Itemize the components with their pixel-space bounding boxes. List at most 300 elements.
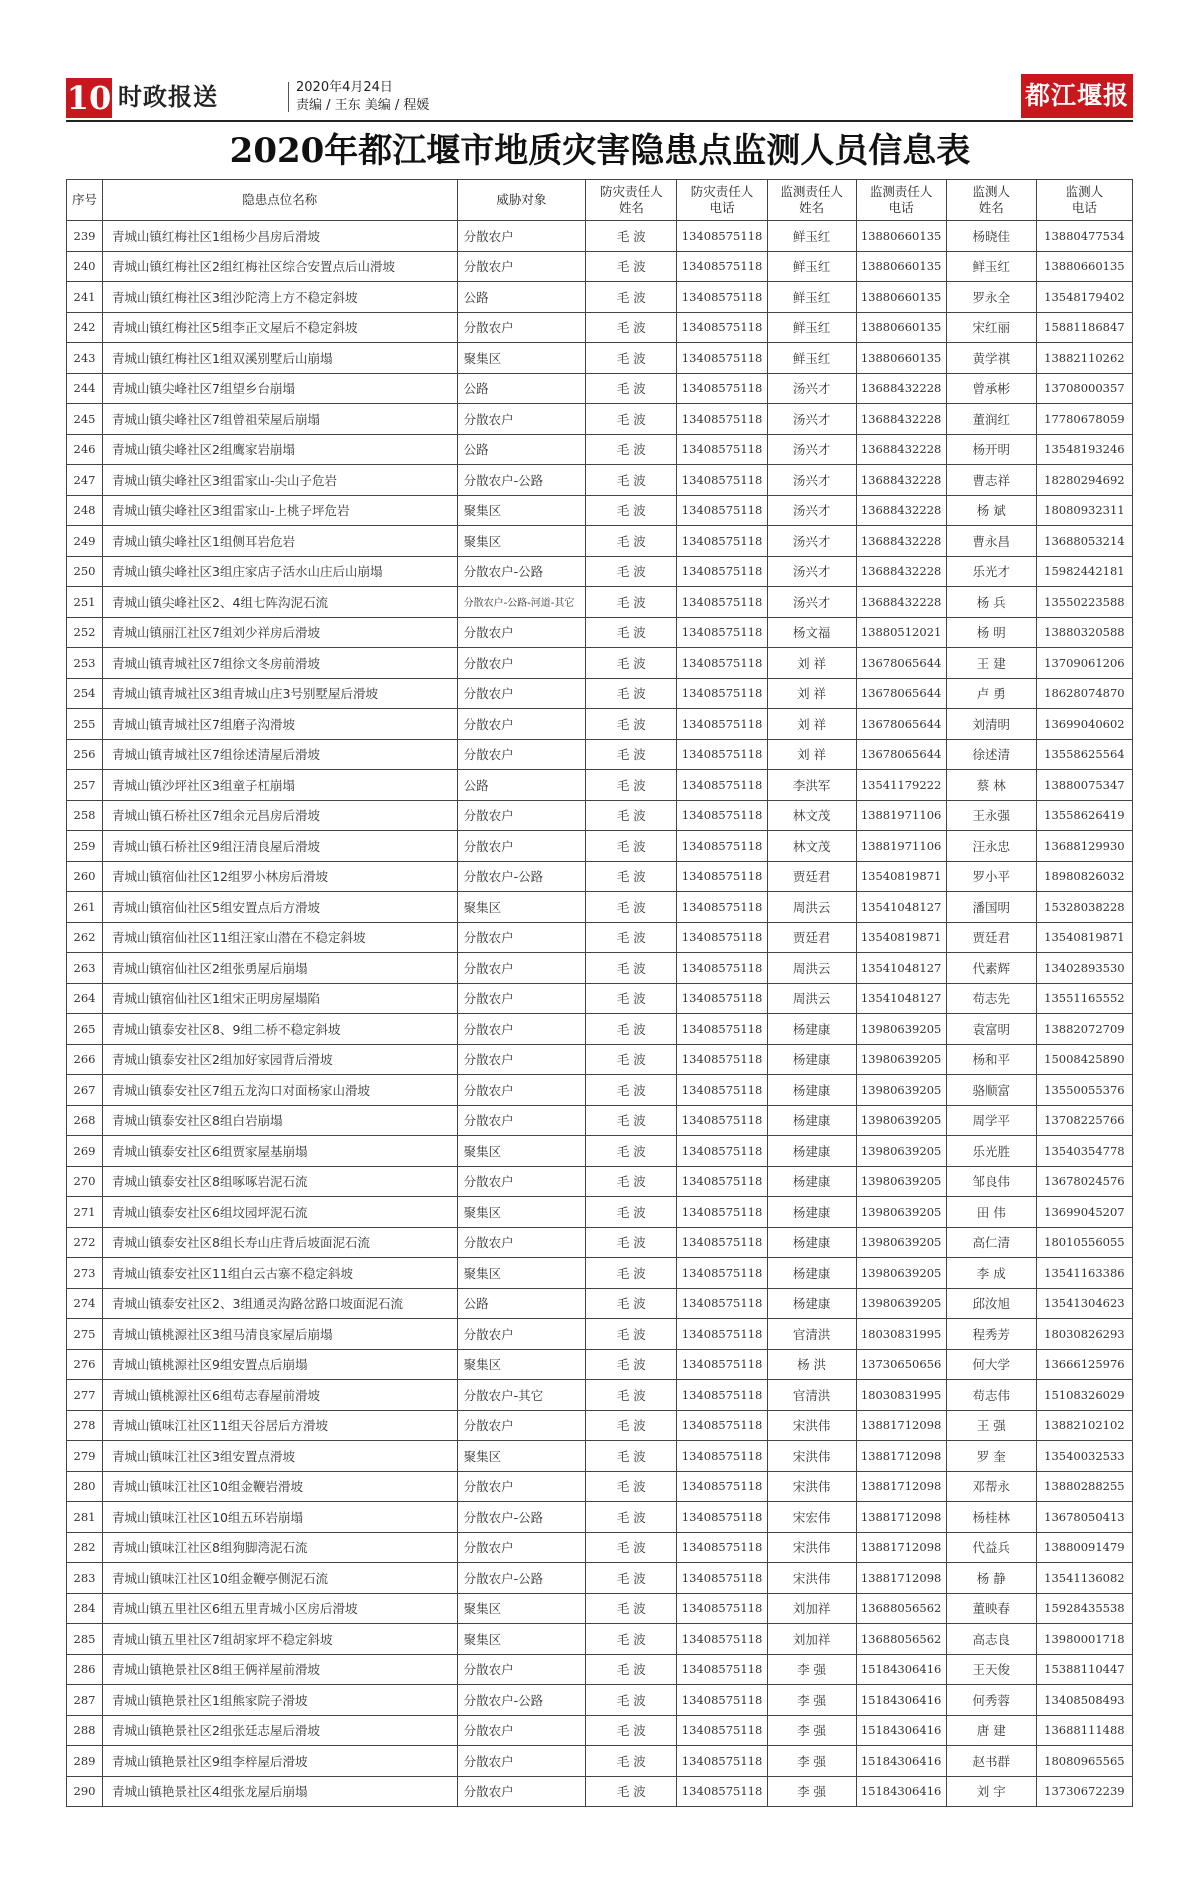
seq-cell: 274 [67,1288,103,1319]
masthead-divider [288,82,289,112]
prevention-name-cell: 毛 波 [586,1380,677,1411]
monitor-lead-phone-cell: 13688432228 [856,404,946,435]
threat-cell: 分散农户 [457,404,586,435]
monitor-lead-name-cell: 刘 祥 [767,739,856,770]
monitor-name-cell: 王 强 [946,1410,1036,1441]
table-row [67,556,1133,587]
prevention-phone-cell: 13408575118 [677,221,767,252]
monitor-name-cell: 杨桂林 [946,1502,1036,1533]
seq-cell: 247 [67,465,103,496]
threat-cell: 分散农户 [457,1410,586,1441]
prevention-phone-cell: 13408575118 [677,1410,767,1441]
seq-cell: 251 [67,587,103,618]
monitor-lead-name-cell: 刘 祥 [767,709,856,740]
table-row [67,1349,1133,1380]
monitor-name-cell: 杨 明 [946,617,1036,648]
monitor-lead-phone-cell: 15184306416 [856,1685,946,1716]
prevention-name-cell: 毛 波 [586,709,677,740]
prevention-name-cell: 毛 波 [586,678,677,709]
monitor-lead-name-cell: 贾廷君 [767,861,856,892]
prevention-name-cell: 毛 波 [586,1593,677,1624]
seq-cell: 250 [67,556,103,587]
monitor-phone-cell: 13880660135 [1036,251,1132,282]
prevention-phone-cell: 13408575118 [677,526,767,557]
monitor-lead-phone-cell: 13880660135 [856,312,946,343]
threat-cell: 分散农户 [457,1532,586,1563]
monitor-name-cell: 田 伟 [946,1197,1036,1228]
prevention-phone-cell: 13408575118 [677,1624,767,1655]
monitor-name-cell: 鲜玉红 [946,251,1036,282]
monitor-name-cell: 杨开明 [946,434,1036,465]
monitor-phone-cell: 13402893530 [1036,953,1132,984]
monitor-lead-name-cell: 杨建康 [767,1044,856,1075]
threat-cell: 分散农户 [457,1776,586,1807]
monitor-name-cell: 杨 静 [946,1563,1036,1594]
prevention-phone-cell: 13408575118 [677,1502,767,1533]
prevention-phone-cell: 13408575118 [677,983,767,1014]
table-row [67,1654,1133,1685]
monitor-name-cell: 李 成 [946,1258,1036,1289]
location-cell: 青城山镇尖峰社区2、4组七阵沟泥石流 [103,587,458,618]
table-row [67,404,1133,435]
monitor-lead-name-cell: 杨文福 [767,617,856,648]
prevention-name-cell: 毛 波 [586,1624,677,1655]
prevention-phone-cell: 13408575118 [677,1380,767,1411]
threat-cell: 分散农户 [457,983,586,1014]
prevention-phone-cell: 13408575118 [677,1532,767,1563]
monitor-lead-name-cell: 刘加祥 [767,1624,856,1655]
seq-cell: 284 [67,1593,103,1624]
monitor-lead-name-cell: 李 强 [767,1715,856,1746]
location-cell: 青城山镇红梅社区3组沙陀湾上方不稳定斜坡 [103,282,458,313]
monitor-lead-name-cell: 李 强 [767,1685,856,1716]
prevention-name-cell: 毛 波 [586,526,677,557]
prevention-phone-cell: 13408575118 [677,922,767,953]
monitor-phone-cell: 13540032533 [1036,1441,1132,1472]
prevention-name-cell: 毛 波 [586,251,677,282]
location-cell: 青城山镇泰安社区6组坟园坪泥石流 [103,1197,458,1228]
threat-cell: 分散农户 [457,709,586,740]
prevention-phone-cell: 13408575118 [677,373,767,404]
location-cell: 青城山镇红梅社区1组双溪别墅后山崩塌 [103,343,458,374]
threat-cell: 聚集区 [457,892,586,923]
col-prevention-name-header [586,180,677,221]
seq-cell: 245 [67,404,103,435]
seq-cell: 265 [67,1014,103,1045]
seq-cell: 249 [67,526,103,557]
table-row [67,282,1133,313]
threat-cell: 分散农户-其它 [457,1380,586,1411]
table-row [67,526,1133,557]
header-line: 姓名 [799,200,825,215]
seq-cell: 289 [67,1746,103,1777]
threat-cell: 聚集区 [457,526,586,557]
table-row [67,1227,1133,1258]
monitor-lead-name-cell: 宋洪伟 [767,1471,856,1502]
monitor-phone-cell: 18980826032 [1036,861,1132,892]
monitor-name-cell: 程秀芳 [946,1319,1036,1350]
seq-cell: 270 [67,1166,103,1197]
monitor-phone-cell: 13688053214 [1036,526,1132,557]
location-cell: 青城山镇青城社区7组徐述清屋后滑坡 [103,739,458,770]
monitor-phone-cell: 13980001718 [1036,1624,1132,1655]
threat-cell: 公路 [457,373,586,404]
monitor-phone-cell: 13558625564 [1036,739,1132,770]
threat-cell: 聚集区 [457,1624,586,1655]
table-row [67,1044,1133,1075]
monitor-name-cell: 贾廷君 [946,922,1036,953]
table-row [67,983,1133,1014]
monitor-lead-phone-cell: 13678065644 [856,739,946,770]
threat-cell: 公路 [457,282,586,313]
monitor-phone-cell: 13880477534 [1036,221,1132,252]
monitor-lead-phone-cell: 13688432228 [856,587,946,618]
table-row [67,587,1133,618]
location-cell: 青城山镇泰安社区6组贾家屋基崩塌 [103,1136,458,1167]
monitor-name-cell: 王 建 [946,648,1036,679]
seq-cell: 267 [67,1075,103,1106]
seq-cell: 256 [67,739,103,770]
threat-cell: 分散农户-公路 [457,861,586,892]
prevention-name-cell: 毛 波 [586,922,677,953]
monitor-lead-name-cell: 汤兴才 [767,526,856,557]
monitor-lead-name-cell: 李洪军 [767,770,856,801]
location-cell: 青城山镇石桥社区9组汪清良屋后滑坡 [103,831,458,862]
table-row [67,892,1133,923]
monitor-name-cell: 汪永忠 [946,831,1036,862]
location-cell: 青城山镇尖峰社区3组庄家店子活水山庄后山崩塌 [103,556,458,587]
table-row [67,1380,1133,1411]
prevention-name-cell: 毛 波 [586,1075,677,1106]
newspaper-logo: 都江堰报 [1021,74,1133,118]
seq-cell: 239 [67,221,103,252]
table-row [67,648,1133,679]
prevention-name-cell: 毛 波 [586,739,677,770]
monitor-phone-cell: 13540819871 [1036,922,1132,953]
table-row [67,1288,1133,1319]
monitor-name-cell: 董润红 [946,404,1036,435]
monitor-lead-name-cell: 汤兴才 [767,556,856,587]
monitor-lead-phone-cell: 13881712098 [856,1410,946,1441]
monitor-name-cell: 邱汝旭 [946,1288,1036,1319]
location-cell: 青城山镇青城社区7组磨子沟滑坡 [103,709,458,740]
header-line: 监测责任人 [780,184,843,199]
table-row [67,617,1133,648]
monitor-phone-cell: 13699045207 [1036,1197,1132,1228]
table-row [67,434,1133,465]
prevention-phone-cell: 13408575118 [677,1593,767,1624]
prevention-name-cell: 毛 波 [586,892,677,923]
prevention-name-cell: 毛 波 [586,1319,677,1350]
monitor-lead-phone-cell: 13880660135 [856,282,946,313]
monitor-phone-cell: 13880320588 [1036,617,1132,648]
prevention-phone-cell: 13408575118 [677,770,767,801]
location-cell: 青城山镇味江社区10组金鞭亭侧泥石流 [103,1563,458,1594]
prevention-phone-cell: 13408575118 [677,1075,767,1106]
table-row [67,1075,1133,1106]
prevention-phone-cell: 13408575118 [677,465,767,496]
monitor-name-cell: 董映春 [946,1593,1036,1624]
threat-cell: 公路 [457,434,586,465]
seq-cell: 258 [67,800,103,831]
seq-cell: 261 [67,892,103,923]
prevention-phone-cell: 13408575118 [677,587,767,618]
prevention-name-cell: 毛 波 [586,1014,677,1045]
monitor-name-cell: 杨晓佳 [946,221,1036,252]
monitor-name-cell: 乐光才 [946,556,1036,587]
monitor-phone-cell: 13882110262 [1036,343,1132,374]
seq-cell: 283 [67,1563,103,1594]
prevention-phone-cell: 13408575118 [677,343,767,374]
table-row [67,1471,1133,1502]
monitor-lead-phone-cell: 13980639205 [856,1075,946,1106]
monitor-phone-cell: 13709061206 [1036,648,1132,679]
monitor-name-cell: 卢 勇 [946,678,1036,709]
prevention-name-cell: 毛 波 [586,1410,677,1441]
monitor-phone-cell: 13708225766 [1036,1105,1132,1136]
monitor-lead-phone-cell: 13688432228 [856,526,946,557]
monitor-lead-phone-cell: 13980639205 [856,1014,946,1045]
monitor-lead-name-cell: 刘加祥 [767,1593,856,1624]
editors-credit: 责编 / 王东 美编 / 程媛 [296,98,430,113]
threat-cell: 分散农户 [457,1166,586,1197]
seq-cell: 262 [67,922,103,953]
location-cell: 青城山镇石桥社区7组余元昌房后滑坡 [103,800,458,831]
threat-cell: 分散农户 [457,251,586,282]
monitor-phone-cell: 13880288255 [1036,1471,1132,1502]
prevention-phone-cell: 13408575118 [677,1685,767,1716]
prevention-name-cell: 毛 波 [586,983,677,1014]
monitor-lead-phone-cell: 13980639205 [856,1136,946,1167]
table-row [67,1685,1133,1716]
seq-cell: 260 [67,861,103,892]
prevention-phone-cell: 13408575118 [677,1014,767,1045]
monitor-phone-cell: 17780678059 [1036,404,1132,435]
table-row [67,1441,1133,1472]
monitor-lead-phone-cell: 13881712098 [856,1441,946,1472]
monitor-lead-phone-cell: 13980639205 [856,1166,946,1197]
prevention-phone-cell: 13408575118 [677,1197,767,1228]
prevention-name-cell: 毛 波 [586,221,677,252]
table-row [67,465,1133,496]
monitor-lead-name-cell: 宋洪伟 [767,1563,856,1594]
monitor-name-cell: 邓帮永 [946,1471,1036,1502]
monitor-phone-cell: 18280294692 [1036,465,1132,496]
table-body [67,221,1133,1807]
monitor-phone-cell: 13699040602 [1036,709,1132,740]
prevention-phone-cell: 13408575118 [677,1441,767,1472]
location-cell: 青城山镇泰安社区8组白岩崩塌 [103,1105,458,1136]
location-cell: 青城山镇宿仙社区12组罗小林房后滑坡 [103,861,458,892]
monitor-phone-cell: 13550055376 [1036,1075,1132,1106]
header-line: 隐患点位名称 [242,192,318,207]
location-cell: 青城山镇红梅社区2组红梅社区综合安置点后山滑坡 [103,251,458,282]
header-line: 姓名 [618,200,644,215]
monitor-lead-phone-cell: 18030831995 [856,1380,946,1411]
monitor-lead-phone-cell: 18030831995 [856,1319,946,1350]
monitor-lead-phone-cell: 13540819871 [856,861,946,892]
prevention-phone-cell: 13408575118 [677,434,767,465]
table-row [67,1593,1133,1624]
table-row [67,739,1133,770]
col-prevention-phone-header [677,180,767,221]
monitor-name-cell: 罗小平 [946,861,1036,892]
threat-cell: 分散农户-公路 [457,1563,586,1594]
monitor-lead-name-cell: 宋洪伟 [767,1410,856,1441]
seq-cell: 272 [67,1227,103,1258]
prevention-phone-cell: 13408575118 [677,1105,767,1136]
prevention-phone-cell: 13408575118 [677,739,767,770]
header-line: 电话 [709,200,735,215]
location-cell: 青城山镇尖峰社区7组望乡台崩塌 [103,373,458,404]
location-cell: 青城山镇泰安社区8组啄啄岩泥石流 [103,1166,458,1197]
monitor-phone-cell: 13408508493 [1036,1685,1132,1716]
header-line: 电话 [888,200,914,215]
monitor-name-cell: 代益兵 [946,1532,1036,1563]
monitor-phone-cell: 13550223588 [1036,587,1132,618]
prevention-name-cell: 毛 波 [586,1349,677,1380]
location-cell: 青城山镇宿仙社区1组宋正明房屋塌陷 [103,983,458,1014]
monitor-lead-phone-cell: 13688432228 [856,556,946,587]
prevention-phone-cell: 13408575118 [677,556,767,587]
table-row [67,312,1133,343]
monitor-phone-cell: 18628074870 [1036,678,1132,709]
monitor-lead-phone-cell: 13541048127 [856,983,946,1014]
monitor-lead-name-cell: 宋宏伟 [767,1502,856,1533]
seq-cell: 242 [67,312,103,343]
seq-cell: 241 [67,282,103,313]
monitor-name-cell: 乐光胜 [946,1136,1036,1167]
monitor-lead-phone-cell: 13980639205 [856,1044,946,1075]
monitor-lead-name-cell: 林文茂 [767,831,856,862]
location-cell: 青城山镇红梅社区1组杨少昌房后滑坡 [103,221,458,252]
monitor-lead-name-cell: 周洪云 [767,892,856,923]
prevention-name-cell: 毛 波 [586,1197,677,1228]
table-row [67,495,1133,526]
table-row [67,861,1133,892]
monitor-phone-cell: 15928435538 [1036,1593,1132,1624]
monitor-name-cell: 罗 奎 [946,1441,1036,1472]
seq-cell: 253 [67,648,103,679]
masthead-rule [66,120,1133,122]
monitor-phone-cell: 18030826293 [1036,1319,1132,1350]
prevention-phone-cell: 13408575118 [677,861,767,892]
threat-cell: 分散农户 [457,1105,586,1136]
prevention-phone-cell: 13408575118 [677,1258,767,1289]
threat-cell: 分散农户 [457,1044,586,1075]
section-name: 时政报送 [118,83,218,111]
prevention-phone-cell: 13408575118 [677,709,767,740]
prevention-name-cell: 毛 波 [586,1441,677,1472]
prevention-name-cell: 毛 波 [586,861,677,892]
threat-cell: 分散农户 [457,648,586,679]
seq-cell: 288 [67,1715,103,1746]
location-cell: 青城山镇泰安社区2、3组通灵沟路岔路口坡面泥石流 [103,1288,458,1319]
monitor-lead-phone-cell: 13688056562 [856,1624,946,1655]
header-line: 监测责任人 [869,184,933,199]
monitor-name-cell: 蔡 林 [946,770,1036,801]
seq-cell: 244 [67,373,103,404]
location-cell: 青城山镇泰安社区2组加好家园背后滑坡 [103,1044,458,1075]
monitor-phone-cell: 15388110447 [1036,1654,1132,1685]
location-cell: 青城山镇尖峰社区1组侧耳岩危岩 [103,526,458,557]
table-row [67,800,1133,831]
table-row [67,1197,1133,1228]
table-row [67,831,1133,862]
monitor-lead-name-cell: 杨建康 [767,1227,856,1258]
monitor-lead-name-cell: 李 强 [767,1654,856,1685]
threat-cell: 分散农户-公路 [457,465,586,496]
header-line: 序号 [72,192,98,207]
seq-cell: 252 [67,617,103,648]
monitor-phone-cell: 18080932311 [1036,495,1132,526]
monitor-lead-phone-cell: 13540819871 [856,922,946,953]
monitor-lead-name-cell: 杨建康 [767,1136,856,1167]
monitor-lead-name-cell: 宋洪伟 [767,1532,856,1563]
monitor-phone-cell: 13882072709 [1036,1014,1132,1045]
threat-cell: 聚集区 [457,1593,586,1624]
location-cell: 青城山镇宿仙社区2组张勇屋后崩塌 [103,953,458,984]
monitor-name-cell: 曾承彬 [946,373,1036,404]
monitor-phone-cell: 13882102102 [1036,1410,1132,1441]
threat-cell: 分散农户 [457,922,586,953]
header-line: 防灾责任人 [690,184,754,199]
table-row [67,251,1133,282]
monitor-phone-cell: 13730672239 [1036,1776,1132,1807]
table-row [67,221,1133,252]
monitor-name-cell: 黄学祺 [946,343,1036,374]
monitor-lead-name-cell: 杨 洪 [767,1349,856,1380]
prevention-name-cell: 毛 波 [586,1166,677,1197]
col-monitor-phone-header [1036,180,1132,221]
monitor-name-cell: 杨 斌 [946,495,1036,526]
monitor-lead-phone-cell: 15184306416 [856,1746,946,1777]
threat-cell: 分散农户 [457,1075,586,1106]
monitor-lead-name-cell: 鲜玉红 [767,251,856,282]
header-line: 监测人 [972,184,1010,199]
monitor-lead-name-cell: 鲜玉红 [767,221,856,252]
monitor-lead-name-cell: 杨建康 [767,1166,856,1197]
prevention-phone-cell: 13408575118 [677,1715,767,1746]
table-row [67,1166,1133,1197]
monitor-phone-cell: 13541136082 [1036,1563,1132,1594]
monitor-lead-name-cell: 刘 祥 [767,648,856,679]
threat-cell: 分散农户 [457,1227,586,1258]
location-cell: 青城山镇味江社区10组五环岩崩塌 [103,1502,458,1533]
monitor-name-cell: 宋红丽 [946,312,1036,343]
seq-cell: 273 [67,1258,103,1289]
monitor-phone-cell: 13880091479 [1036,1532,1132,1563]
monitor-phone-cell: 15108326029 [1036,1380,1132,1411]
seq-cell: 266 [67,1044,103,1075]
prevention-name-cell: 毛 波 [586,343,677,374]
prevention-phone-cell: 13408575118 [677,617,767,648]
prevention-name-cell: 毛 波 [586,770,677,801]
monitor-phone-cell: 13540354778 [1036,1136,1132,1167]
threat-cell: 分散农户-公路 [457,1502,586,1533]
prevention-name-cell: 毛 波 [586,1654,677,1685]
monitor-phone-cell: 15982442181 [1036,556,1132,587]
monitor-lead-name-cell: 鲜玉红 [767,282,856,313]
location-cell: 青城山镇尖峰社区3组雷家山-上桃子坪危岩 [103,495,458,526]
prevention-name-cell: 毛 波 [586,465,677,496]
threat-cell: 分散农户 [457,1319,586,1350]
location-cell: 青城山镇桃源社区3组马清良家屋后崩塌 [103,1319,458,1350]
prevention-name-cell: 毛 波 [586,373,677,404]
monitor-name-cell: 王永强 [946,800,1036,831]
prevention-phone-cell: 13408575118 [677,312,767,343]
monitor-name-cell: 何秀蓉 [946,1685,1036,1716]
